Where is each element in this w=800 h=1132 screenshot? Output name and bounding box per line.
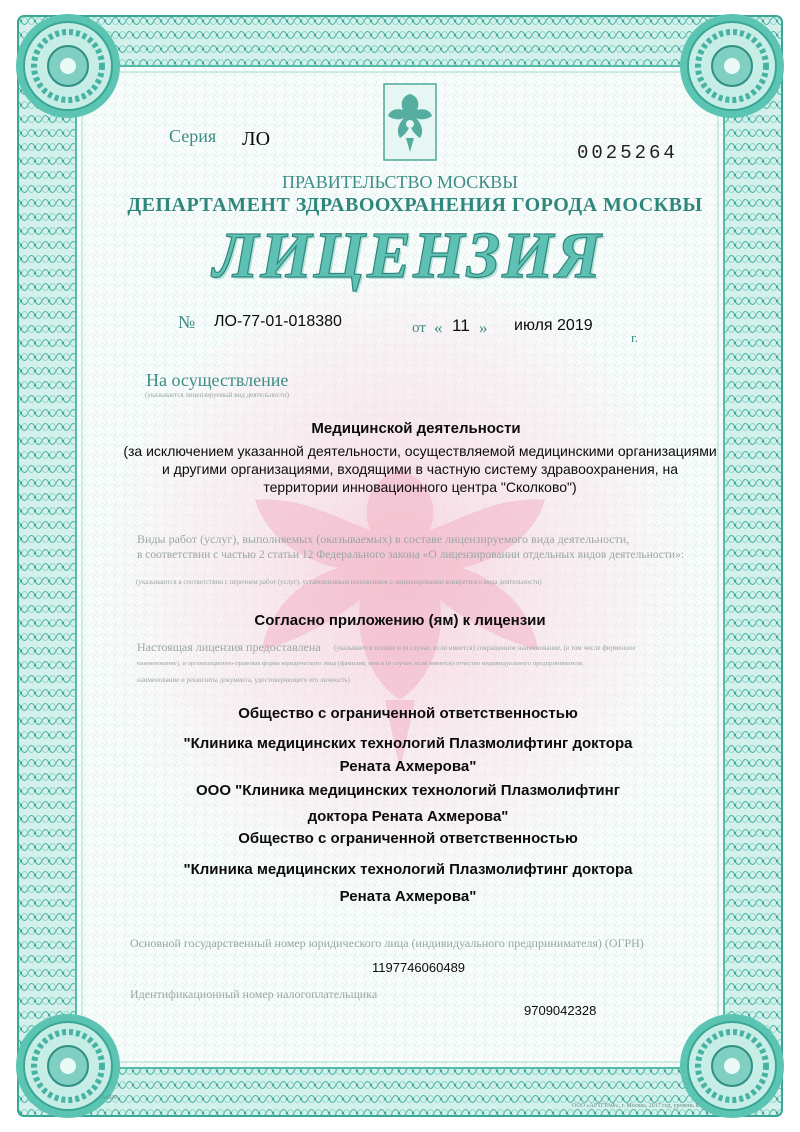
document-title: ЛИЦЕНЗИЯ (213, 219, 603, 292)
date-month-year: июля 2019 (514, 317, 593, 334)
date-open-quote: « (434, 318, 443, 337)
coat-of-arms-icon (384, 84, 436, 160)
printer-note: ООО «АРТГРАФ», г. Москва, 2017 год, уровень Б (572, 1103, 699, 1109)
granted-caption-line-1: (указывается полное и (в случае, если имеется) сокращенное наименование, (в том числе фирменное (334, 644, 636, 652)
date-day: 11 (452, 316, 470, 335)
granted-caption-line-3: наименование и реквизиты документа, удостоверяющего его личность) (137, 676, 350, 684)
date-from-label: от (412, 320, 426, 336)
ogrn-label: Основной государственный номер юридического лица (индивидуального предпринимателя) (ОГРН) (130, 936, 644, 950)
serial-number: 0025264 (577, 142, 678, 164)
activity-title: Медицинской деятельности (311, 420, 521, 437)
series-value: ЛО (242, 128, 271, 150)
inn-value: 9709042328 (524, 1003, 597, 1018)
licensee-line-6: Общество с ограниченной ответственностью (238, 830, 578, 847)
bottom-left-code: A4236 (101, 1095, 118, 1101)
activity-note-line-3: территории инновационного центра "Сколково") (263, 479, 577, 495)
works-label-line-2: в соответствии с частью 2 статьи 12 Федерального закона «О лицензировании отдельных видов деятельности»: (137, 549, 685, 561)
licensee-line-1: Общество с ограниченной ответственностью (238, 705, 578, 722)
purpose-label: На осуществление (146, 370, 289, 390)
licensee-line-8: Рената Ахмерова" (339, 888, 477, 905)
licensee-line-4: ООО "Клиника медицинских технологий Плазмолифтинг (196, 782, 620, 799)
licensee-line-7: "Клиника медицинских технологий Плазмолифтинг доктора (183, 861, 633, 878)
number-label: № (178, 312, 196, 332)
issuer-line-1: ПРАВИТЕЛЬСТВО МОСКВЫ (281, 172, 518, 192)
date-close-quote: » (479, 318, 488, 337)
works-label-line-1: Виды работ (услуг), выполняемых (оказываемых) в составе лицензируемого вида деятельности, (137, 532, 630, 546)
licensee-line-2: "Клиника медицинских технологий Плазмолифтинг доктора (183, 735, 633, 752)
license-number: ЛО-77-01-018380 (214, 313, 342, 330)
works-value: Согласно приложению (ям) к лицензии (254, 612, 546, 629)
ogrn-value: 1197746060489 (372, 960, 466, 975)
licensee-line-3: Рената Ахмерова" (339, 758, 477, 775)
date-year-suffix: г. (631, 330, 639, 345)
issuer-line-2: ДЕПАРТАМЕНТ ЗДРАВООХРАНЕНИЯ ГОРОДА МОСКВЫ (127, 194, 703, 216)
activity-note-line-2: и другими организациями, входящими в частную систему здравоохранения, на (161, 461, 679, 477)
granted-label: Настоящая лицензия предоставлена (137, 640, 321, 654)
granted-caption-line-2: наименование), и организационно-правовая форма юридического лица (фамилия, имя и (в случае, если имеется) отчество индивидуального предпринимателя, (137, 660, 584, 667)
licensee-line-5: доктора Рената Ахмерова" (307, 808, 509, 825)
series-label: Серия (169, 126, 217, 146)
works-caption: (указываются в соответствии с перечнем работ (услуг), установленным положением о лицензировании конкретного вида деятельности) (136, 578, 542, 586)
inn-label: Идентификационный номер налогоплательщика (130, 987, 378, 1001)
activity-note-line-1: (за исключением указанной деятельности, осуществляемой медицинскими организациями (123, 443, 717, 459)
purpose-caption: (указывается лицензируемый вид деятельности) (145, 391, 290, 399)
